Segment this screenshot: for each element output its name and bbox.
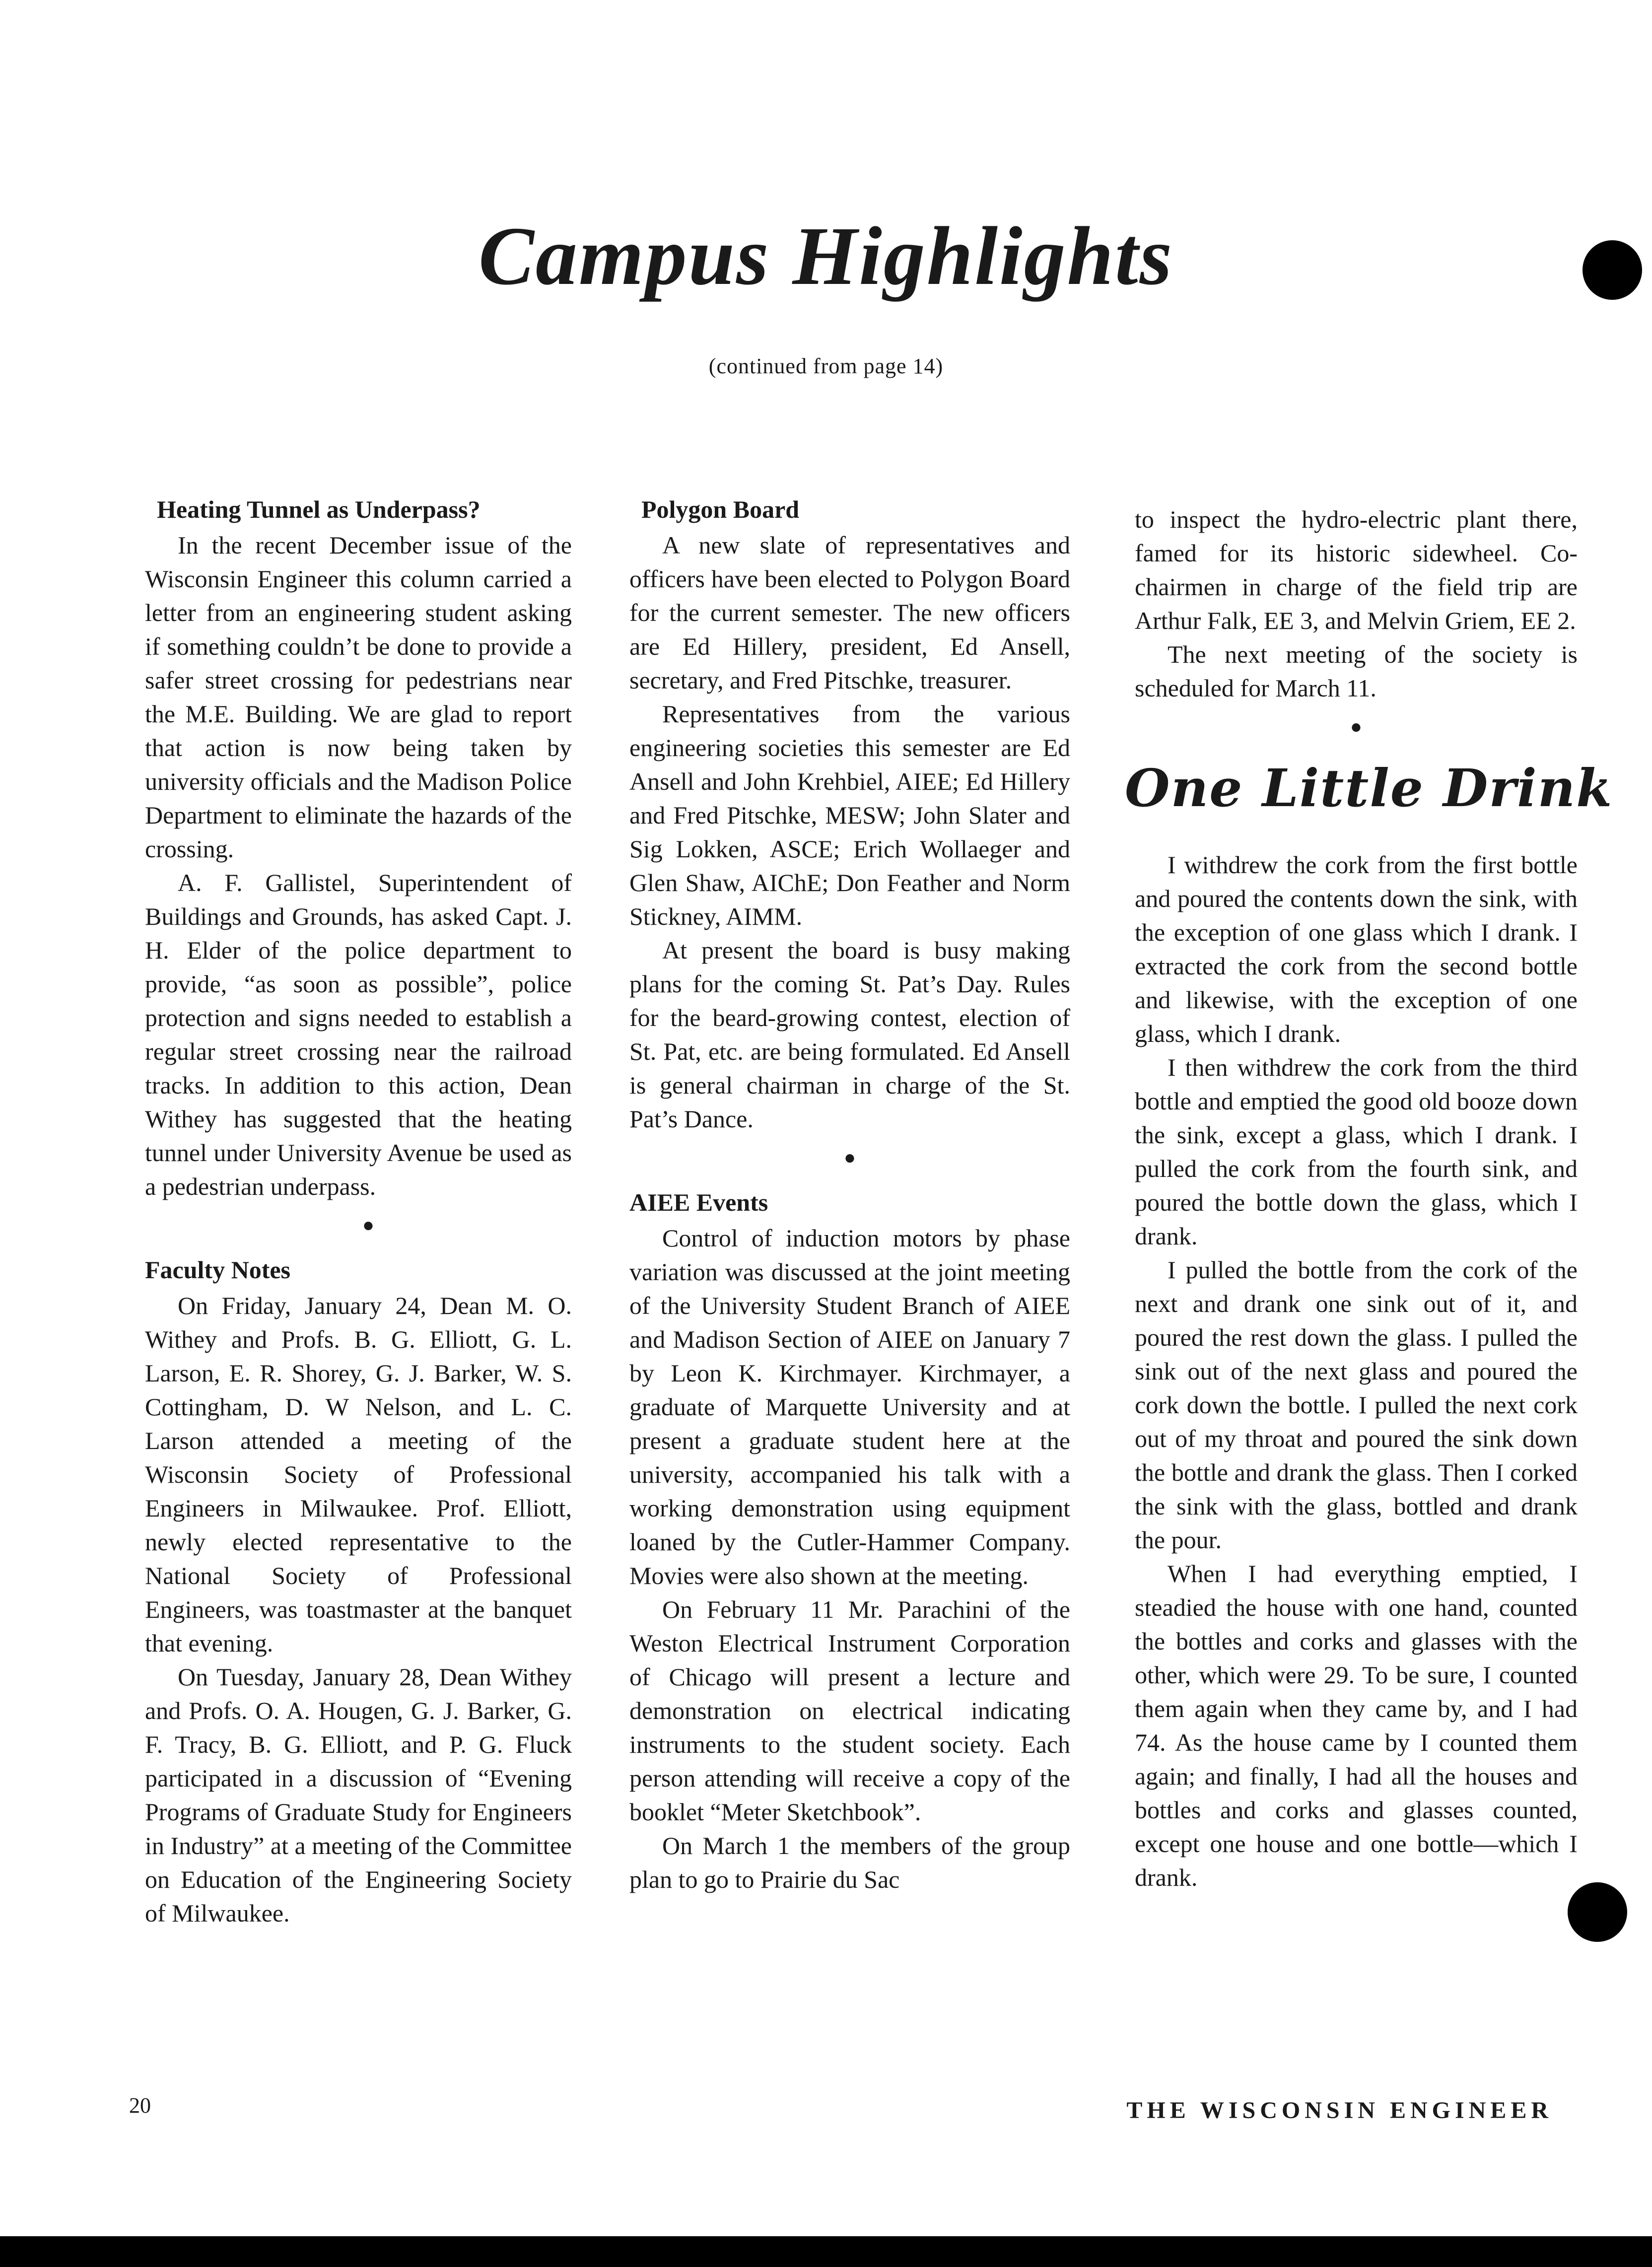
paragraph: I withdrew the cork from the first bottle and poured the contents down the sink, with the exception of one glass which I drank. I extracted the cork from the second bottle and likewise, with the exception of one glass, which I drank.: [1135, 851, 1578, 1047]
paragraph: I pulled the bottle from the cork of the next and drank one sink out of it, and poured the rest down the glass. I pulled the sink out of the next glass and poured the cork down the bottle. I pulled the next cork out of my throat and poured the sink down the bottle and drank the glass. Then I corked the sink with the glass, bottled and drank the pour.: [1135, 1256, 1578, 1554]
continued-note: (continued from page 14): [708, 354, 944, 378]
heading-polygon-board: Polygon Board: [641, 495, 800, 523]
paragraph-continued: to inspect the hydro-electric plant there, famed for its historic sidewheel. Co-chairmen in charge of the field trip are Arthur Falk, EE 3, and Melvin Griem, EE 2.: [1135, 505, 1578, 634]
heading-heating-tunnel: Heating Tunnel as Underpass?: [157, 495, 481, 523]
section-divider-dot: ●: [362, 1214, 375, 1236]
paragraph: On Tuesday, January 28, Dean Withey and Profs. O. A. Hougen, G. J. Barker, G. F. Tracy, B. G. Elliott, and P. G. Fluck participated in a discussion of “Evening Programs of Graduate Study for Engineers in Industry” at a meeting of the Committee on Education of the Engineering Society of Milwaukee.: [145, 1663, 572, 1927]
scan-border-bottom: [0, 2236, 1652, 2267]
section-divider-dot: ●: [1350, 715, 1363, 738]
paragraph: A new slate of representatives and officers have been elected to Polygon Board for the current semester. The new officers are Ed Hillery, president, Ed Ansell, secretary, and Fred Pitschke, treasurer.: [629, 531, 1070, 694]
paragraph: A. F. Gallistel, Superintendent of Buildings and Grounds, has asked Capt. J. H. Elder of the police department to provide, “as soon as possible”, police protection and signs needed to establish a regular street crossing near the railroad tracks. In addition to this action, Dean Withey has suggested that the heating tunnel under University Avenue be used as a pedestrian underpass.: [145, 869, 572, 1200]
page-title: Campus Highlights: [478, 210, 1174, 302]
paragraph: Control of induction motors by phase variation was discussed at the joint meeting of the University Student Branch of AIEE and Madison Section of AIEE on January 7 by Leon K. Kirchmayer. Kirchmayer, a graduate of Marquette University and at present a graduate student here at the university, accompanied his talk with a working demonstration using equipment loaned by the Cutler-Hammer Company. Movies were also shown at the meeting.: [629, 1224, 1070, 1589]
section-divider-dot: ●: [843, 1146, 856, 1168]
heading-faculty-notes: Faculty Notes: [145, 1256, 290, 1284]
column-middle: [629, 492, 1070, 1896]
heading-aiee-events: AIEE Events: [629, 1188, 768, 1216]
paragraph: On Friday, January 24, Dean M. O. Withey and Profs. B. G. Elliott, G. L. Larson, E. R. Shorey, G. J. Barker, W. S. Cottingham, D. W Nelson, and L. C. Larson attended a meeting of the Wisconsin Society of Professional Engineers in Milwaukee. Prof. Elliott, newly elected representative to the National Society of Professional Engineers, was toastmaster at the banquet that evening.: [145, 1292, 572, 1657]
page-number: 20: [129, 2093, 151, 2118]
heading-one-little-drink: One Little Drink: [1125, 757, 1613, 819]
paragraph: I then withdrew the cork from the third bottle and emptied the good old booze down the sink, except a glass, which I drank. I pulled the cork from the fourth sink, and poured the bottle down the glass, which I drank.: [1135, 1053, 1578, 1250]
paragraph: The next meeting of the society is scheduled for March 11.: [1135, 640, 1578, 702]
paragraph: In the recent December issue of the Wisconsin Engineer this column carried a letter from an engineering student asking if something couldn’t be done to provide a safer street crossing for pedestrians near the M.E. Building. We are glad to report that action is now being taken by university officials and the Madison Police Department to eliminate the hazards of the crossing.: [145, 531, 572, 863]
paragraph: On February 11 Mr. Parachini of the Weston Electrical Instrument Corporation of Chicago will present a lecture and demonstration on electrical indicating instruments to the student society. Each person attending will receive a copy of the booklet “Meter Sketchbook”.: [629, 1595, 1070, 1826]
paragraph: At present the board is busy making plans for the coming St. Pat’s Day. Rules for the beard-growing contest, election of St. Pat, etc. are being formulated. Ed Ansell is general chairman in charge of the St. Pat’s Dance.: [629, 936, 1070, 1133]
magazine-name: THE WISCONSIN ENGINEER: [1126, 2097, 1553, 2124]
paragraph: Representatives from the various engineering societies this semester are Ed Ansell and John Krehbiel, AIEE; Ed Hillery and Fred Pitschke, MESW; John Slater and Sig Lokken, ASCE; Erich Wollaeger and Glen Shaw, AIChE; Don Feather and Norm Stickney, AIMM.: [629, 700, 1070, 930]
column-left: [145, 492, 572, 1930]
paragraph: When I had everything emptied, I steadied the house with one hand, counted the bottles and corks and glasses with the other, which were 29. To be sure, I counted them again when they came by, and I had 74. As the house came by I counted them again; and finally, I had all the houses and bottles and corks and glasses counted, except one house and one bottle—which I drank.: [1135, 1560, 1578, 1891]
column-right: [1125, 502, 1613, 1894]
paragraph: On March 1 the members of the group plan to go to Prairie du Sac: [629, 1832, 1070, 1893]
